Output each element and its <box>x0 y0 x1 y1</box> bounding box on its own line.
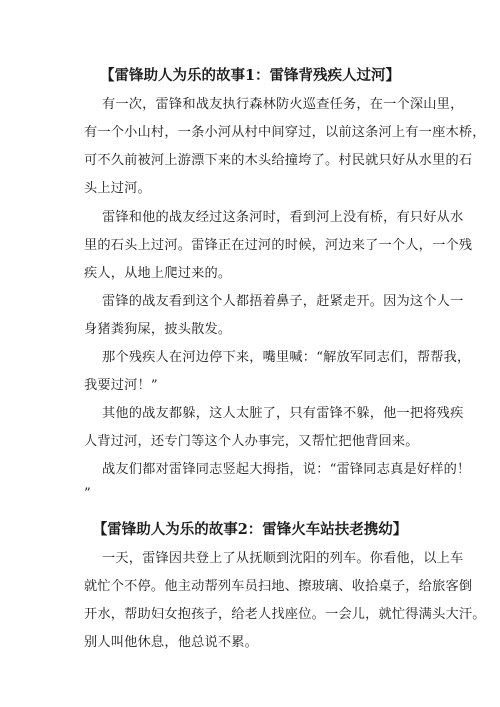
story1-line-6: 里的石头上过河。雷锋正在过河的时候，河边来了一个人，一个残 <box>84 238 473 253</box>
story1-line-15: ” <box>84 486 91 501</box>
story1-line-4: 头上过河。 <box>84 181 151 196</box>
story1-line-5: 雷锋和他的战友经过这条河时，看到河上没有桥，有只好从水 <box>102 210 464 225</box>
story2-line-1: 一天，雷锋因共登上了从抚顺到沈阳的列车。你看他，以上车 <box>102 551 464 566</box>
story1-line-13: 人背过河，还专门等这个人办事完，又帮忙把他背回来。 <box>84 434 419 449</box>
story1-line-10: 那个残疾人在河边停下来，嘴里喊：“解放军同志们，帮帮我， <box>102 350 471 365</box>
story2-line-4: 别人叫他休息，他总说不累。 <box>84 635 259 650</box>
story1-line-11: 我要过河！” <box>84 378 158 393</box>
story1-title: 【雷锋助人为乐的故事1：雷锋背残疾人过河】 <box>99 67 401 84</box>
story2-title: 【雷锋助人为乐的故事2：雷锋火车站扶老携幼】 <box>92 521 408 538</box>
story2-line-2: 就忙个不停。他主动帮列车员扫地、擦玻璃、收拾桌子，给旅客倒 <box>84 579 473 594</box>
story1-line-2: 有一个小山村，一条小河从村中间穿过，以前这条河上有一座木桥， <box>84 125 486 140</box>
story2-line-3: 开水，帮助妇女抱孩子，给老人找座位。一会儿，就忙得满头大汗。 <box>84 607 486 622</box>
story1-line-7: 疾人，从地上爬过来的。 <box>84 266 232 281</box>
story1-line-12: 其他的战友都躲，这人太脏了，只有雷锋不躲，他一把将残疾 <box>102 406 464 421</box>
story1-line-1: 有一次，雷锋和战友执行森林防火巡查任务，在一个深山里， <box>102 97 464 112</box>
story1-line-14: 战友们都对雷锋同志竖起大拇指，说：“雷锋同志真是好样的！ <box>102 462 471 477</box>
story1-line-3: 可不久前被河上游漂下来的木头给撞垮了。村民就只好从水里的石 <box>84 153 473 168</box>
story1-line-9: 身猪粪狗屎，披头散发。 <box>84 322 232 337</box>
story1-line-8: 雷锋的战友看到这个人都捂着鼻子，赶紧走开。因为这个人一 <box>102 294 464 309</box>
